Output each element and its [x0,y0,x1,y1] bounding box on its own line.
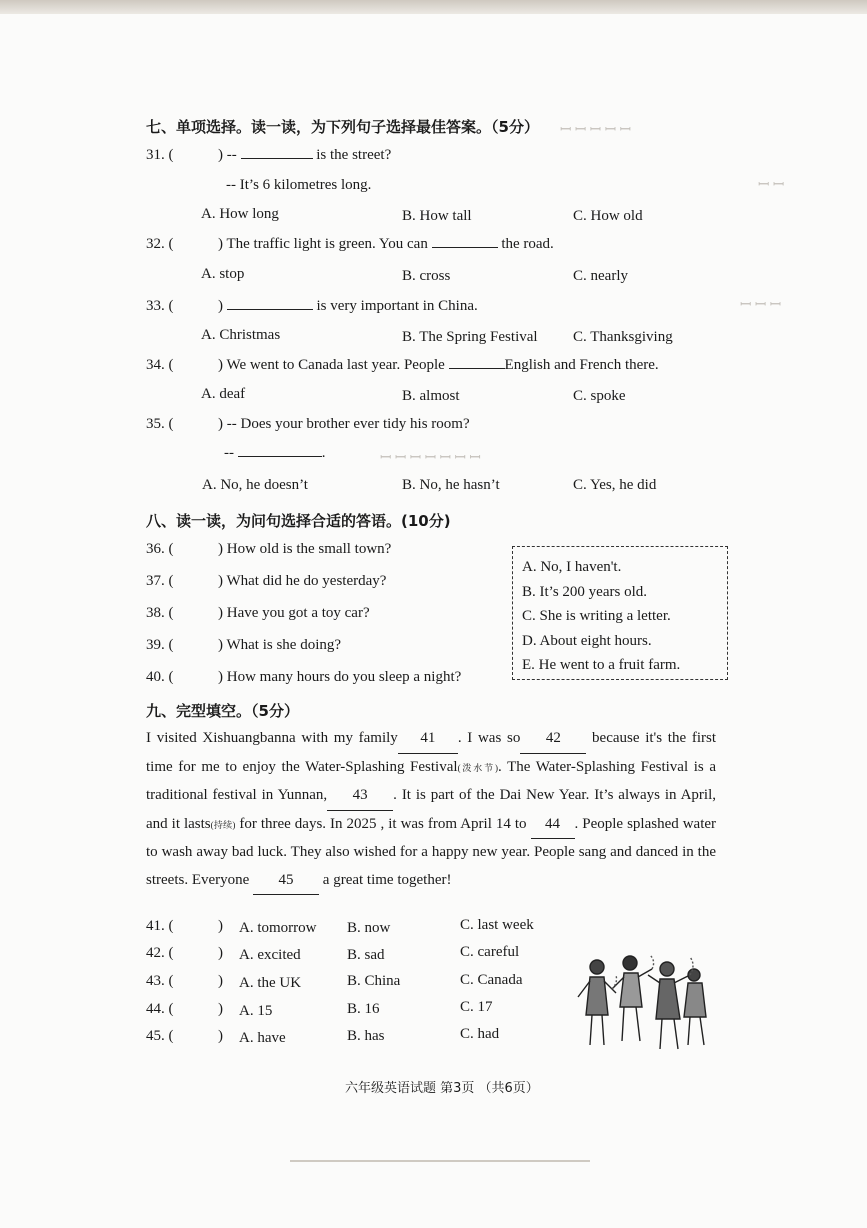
question-44 [146,1001,223,1018]
answer-choice: A. No, I haven't. [522,559,622,575]
bleed-through-text: ꟷ ꟷ ꟷ ꟷ ꟷ [560,123,631,138]
bleed-through-text: ꟷ ꟷ [758,178,785,193]
question-text: What did he do yesterday? [226,573,387,589]
option-b[interactable]: B. How tall [402,208,472,224]
option-c[interactable]: C. Canada [460,972,523,988]
cloze-passage [146,725,716,895]
passage-text: . I was so [457,730,521,746]
question-number: 34. ( [146,357,174,373]
option-a[interactable]: A. 15 [239,1003,273,1019]
section-8-title: 八、读一读，为问句选择合适的答语。(10分) [146,512,451,530]
question-38 [146,605,370,622]
cloze-blank-41[interactable]: 41 [398,725,458,754]
option-b[interactable]: B. has [347,1028,385,1044]
option-c[interactable]: C. careful [460,944,520,960]
question-35 [146,416,470,433]
question-31 [146,147,391,164]
question-number: 39. ( [146,637,174,653]
response-end: . [321,445,326,461]
option-c[interactable]: C. had [460,1026,500,1042]
cloze-blank-43[interactable]: 43 [327,782,393,811]
answer-choice: E. He went to a fruit farm. [522,657,681,673]
option-a[interactable]: A. stop [201,266,245,282]
option-a[interactable]: A. tomorrow [239,920,317,936]
option-b[interactable]: B. 16 [347,1001,380,1017]
passage-text: a great time together! [322,871,452,888]
paren-close: ) [218,573,223,589]
section-9-title: 九、完型填空。（5分） [146,702,299,720]
paren-close: ) [218,298,223,314]
question-31-response: -- It’s 6 kilometres long. [226,177,372,193]
question-text: Have you got a toy car? [226,605,370,621]
paren-close: ) [218,605,223,621]
question-37 [146,573,386,590]
passage-text: I visited Xishuangbanna with my family [146,730,398,746]
question-text: is very important in China. [316,298,478,314]
question-number: 32. ( [146,236,174,252]
scan-top-edge [0,0,867,14]
option-b[interactable]: B. almost [402,388,460,404]
answer-choice-box [512,546,728,680]
passage-text: because it's the first time for me to enjoy the Water-Splashing Festival [146,730,716,775]
question-number: 37. ( [146,573,174,589]
scan-bottom-edge [290,1160,590,1162]
question-number: 45. ( [146,1028,174,1044]
option-b[interactable]: B. now [347,920,391,936]
question-text: English and French there. [504,357,659,373]
question-39 [146,637,341,654]
paren-close: ) [218,637,223,653]
paren-close: ) [218,541,223,557]
answer-choice: D. About eight hours. [522,632,652,649]
question-number: 35. ( [146,416,174,432]
question-lead: We went to Canada last year. People [226,357,445,373]
fill-blank[interactable] [449,368,505,369]
paren-close: ) [218,945,223,961]
cloze-blank-44[interactable]: 44 [531,811,575,840]
option-c[interactable]: C. nearly [573,268,628,284]
response-lead: -- [224,445,234,461]
paren-close: ) [218,669,223,685]
question-32 [146,236,554,253]
option-b[interactable]: B. The Spring Festival [402,329,538,345]
question-45 [146,1028,223,1045]
page-footer: 六年级英语试题 第3页 （共6页） [345,1081,539,1096]
passage-text: . It is part of the Dai New Year. It’s always in April, and it lasts [146,787,716,832]
paren-close: ) [218,236,223,252]
option-a[interactable]: A. Christmas [201,327,281,343]
question-text: -- Does your brother ever tidy his room? [226,416,470,432]
paren-close: ) [218,918,223,934]
paren-close: ) [218,1028,223,1044]
question-text: is the street? [316,147,392,163]
fill-blank[interactable] [241,158,313,159]
passage-gloss: (泼水节) [457,762,498,773]
question-text: What is she doing? [226,637,342,653]
cloze-blank-42[interactable]: 42 [520,725,586,754]
option-b[interactable]: B. China [347,973,401,989]
option-c[interactable]: C. last week [460,917,534,933]
question-35-response [224,445,326,462]
paren-close: ) [218,1001,223,1017]
option-c[interactable]: C. How old [573,208,643,224]
answer-choice: C. She is writing a letter. [522,608,671,624]
passage-gloss: (持续) [210,819,236,830]
option-c[interactable]: C. 17 [460,999,493,1015]
question-lead: -- [226,147,237,163]
paren-close: ) [218,147,223,163]
option-a[interactable]: A. How long [201,206,279,222]
question-text: How old is the small town? [226,541,392,557]
dancing-people-illustration [572,945,712,1055]
question-43 [146,973,223,990]
passage-text: for three days. In 2025 , it was from April 14 to [239,815,527,832]
question-36 [146,541,391,558]
question-41 [146,918,223,935]
question-number: 41. ( [146,918,174,934]
option-a[interactable]: A. No, he doesn’t [202,477,308,493]
option-b[interactable]: B. No, he hasn’t [402,477,500,493]
paren-close: ) [218,973,223,989]
question-34 [146,357,659,374]
question-number: 42. ( [146,945,174,961]
question-number: 40. ( [146,669,174,685]
question-33 [146,298,478,315]
question-number: 33. ( [146,298,174,314]
option-b[interactable]: B. sad [347,947,385,963]
question-number: 38. ( [146,605,174,621]
passage-text: . People splashed water to wash away bad luck. They also wished for a happy new year. People sang and danced in the streets. Everyone [146,815,717,888]
option-b[interactable]: B. cross [402,268,451,284]
fill-blank[interactable] [432,247,498,248]
option-c[interactable]: C. Yes, he did [573,477,657,493]
paren-close: ) [218,357,223,373]
question-40 [146,669,461,686]
option-c[interactable]: C. Thanksgiving [573,329,673,345]
option-a[interactable]: A. excited [239,947,301,963]
option-a[interactable]: A. have [239,1030,286,1046]
fill-blank[interactable] [227,309,313,310]
answer-choice: B. It’s 200 years old. [522,583,647,600]
question-number: 43. ( [146,973,174,989]
bleed-through-text: ꟷ ꟷ ꟷ ꟷ ꟷ ꟷ ꟷ [380,451,481,466]
option-c[interactable]: C. spoke [573,388,626,404]
question-lead: The traffic light is green. You can [226,236,428,252]
cloze-blank-45[interactable]: 45 [253,867,319,896]
option-a[interactable]: A. deaf [201,386,246,402]
passage-text: . The Water-Splashing Festival is a traditional festival in Yunnan, [146,758,716,803]
question-text: How many hours do you sleep a night? [226,669,462,685]
question-42 [146,945,223,962]
paren-close: ) [218,416,223,432]
question-number: 36. ( [146,541,174,557]
section-7-title: 七、单项选择。读一读，为下列句子选择最佳答案。（5分） [146,118,539,136]
question-number: 31. ( [146,147,174,163]
fill-blank[interactable] [238,456,322,457]
question-number: 44. ( [146,1001,174,1017]
bleed-through-text: ꟷ ꟷ ꟷ [740,298,782,313]
option-a[interactable]: A. the UK [239,975,302,991]
question-text: the road. [501,236,554,252]
